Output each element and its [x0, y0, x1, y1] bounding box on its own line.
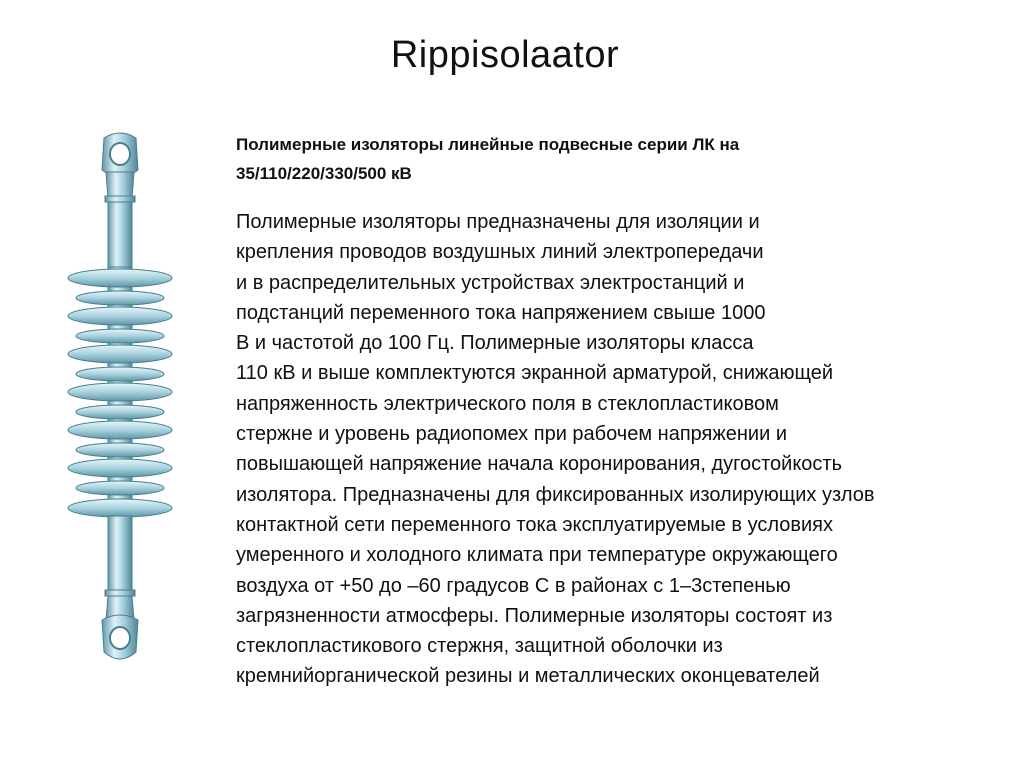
body-line: 110 кВ и выше комплектуются экранной арматурой, снижающей	[236, 362, 834, 385]
body-paragraph	[236, 207, 1006, 692]
slide-subtitle	[236, 130, 856, 188]
subtitle-line: Полимерные изоляторы линейные подвесные серии ЛК на	[236, 135, 740, 154]
body-line: крепления проводов воздушных линий электропередачи	[236, 241, 764, 264]
body-line: контактной сети переменного тока эксплуатируемые в условиях	[236, 513, 834, 536]
body-line: и в распределительных устройствах электростанций и	[236, 271, 745, 294]
body-line: Полимерные изоляторы предназначены для изоляции и	[236, 211, 760, 233]
body-line: умеренного и холодного климата при температуре окружающего	[236, 544, 838, 567]
body-line: воздуха от +50 до –60 градусов С в районах с 1–3степенью	[236, 574, 791, 597]
subtitle-line: 35/110/220/330/500 кВ	[236, 164, 412, 183]
slide-title: Rippisolaator	[390, 34, 620, 76]
body-line: напряженность электрического поля в стеклопластиковом	[236, 392, 779, 415]
body-line: подстанций переменного тока напряжением свыше 1000	[236, 301, 766, 324]
body-line: стержне и уровень радиопомех при рабочем напряжении и	[236, 423, 787, 446]
polymer-insulator-icon	[60, 132, 180, 664]
body-line: загрязненности атмосферы. Полимерные изоляторы состоят из	[236, 604, 833, 627]
body-line: кремнийорганической резины и металлических оконцевателей	[236, 665, 820, 688]
body-line: В и частотой до 100 Гц. Полимерные изоляторы класса	[236, 332, 754, 355]
body-line: изолятора. Предназначены для фиксированных изолирующих узлов	[236, 483, 875, 506]
body-line: повышающей напряжение начала коронирования, дугостойкость	[236, 453, 842, 476]
body-line: стеклопластикового стержня, защитной оболочки из	[236, 635, 723, 658]
